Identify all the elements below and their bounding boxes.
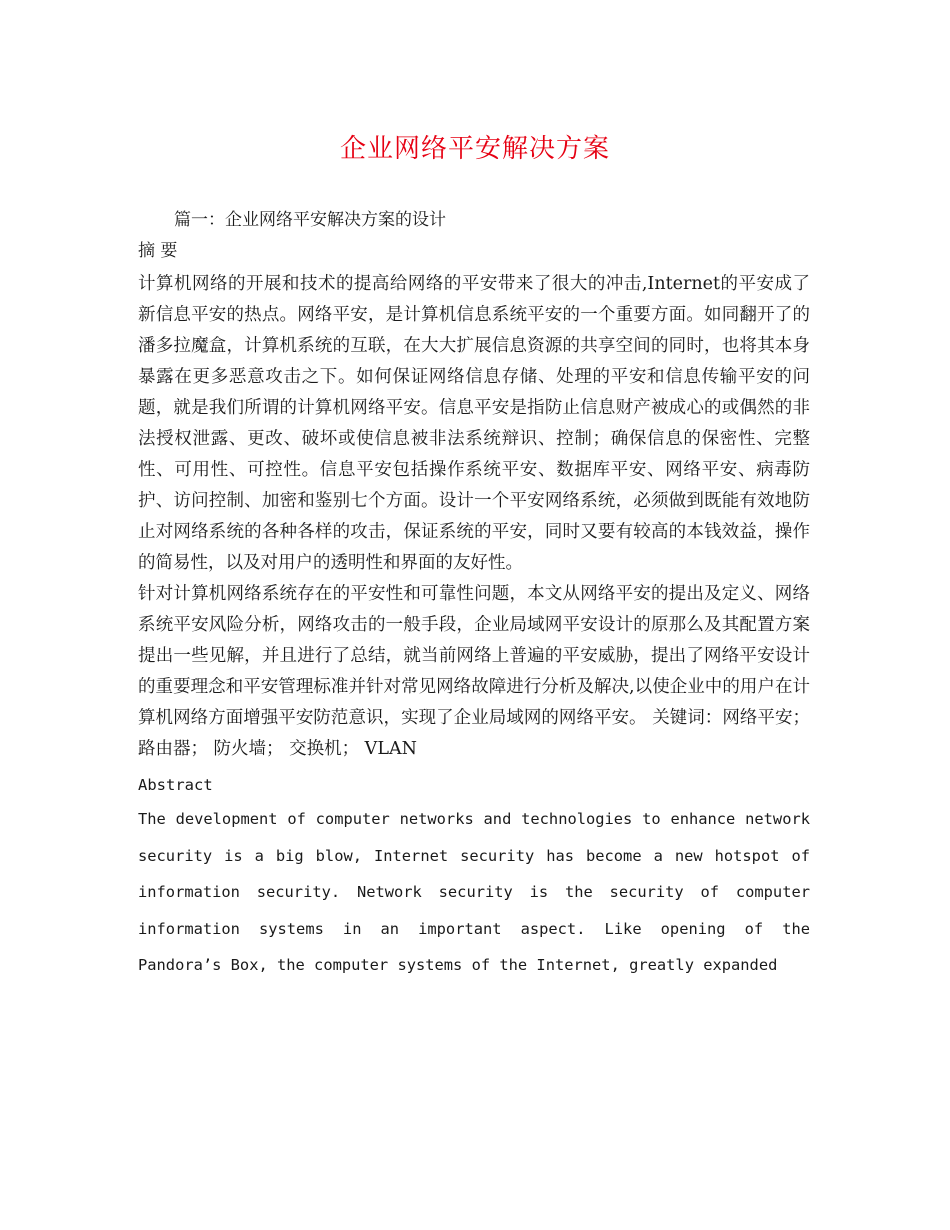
- abstract-paragraph-2: 针对计算机网络系统存在的平安性和可靠性问题，本文从网络平安的提出及定义、网络系统平安风险分析，网络攻击的一般手段，企业局域网平安设计的原那么及其配置方案提出一些见解，并且进行了总结，就当前网络上普遍的平安威胁，提出了网络平安设计的重要理念和平安管理标准并针对常见网络故障进行分析及解决,以使企业中的用户在计算机网络方面增强平安防范意识，实现了企业局域网的网络平安。 关键词：网络平安； 路由器； 防火墙； 交换机； VLAN: [138, 584, 810, 759]
- abstract-en-label: Abstract: [138, 776, 213, 794]
- abstract-label: 摘 要: [138, 241, 178, 261]
- abstract-paragraph-1: 计算机网络的开展和技术的提高给网络的平安带来了很大的冲击,Internet的平安成了新信息平安的热点。网络平安，是计算机信息系统平安的一个重要方面。如同翻开了的潘多拉魔盒，计算机系统的互联，在大大扩展信息资源的共享空间的同时，也将其本身暴露在更多恶意攻击之下。如何保证网络信息存储、处理的平安和信息传输平安的问题，就是我们所谓的计算机网络平安。信息平安是指防止信息财产被成心的或偶然的非法授权泄露、更改、破坏或使信息被非法系统辩识、控制；确保信息的保密性、完整性、可用性、可控性。信息平安包括操作系统平安、数据库平安、网络平安、病毒防护、访问控制、加密和鉴别七个方面。设计一个平安网络系统，必须做到既能有效地防止对网络系统的各种各样的攻击，保证系统的平安，同时又要有较高的本钱效益，操作的简易性，以及对用户的透明性和界面的友好性。: [138, 274, 810, 573]
- document-body: [138, 205, 810, 984]
- document-title: 企业网络平安解决方案: [339, 134, 610, 164]
- section-heading: 篇一：企业网络平安解决方案的设计: [174, 210, 446, 230]
- abstract-en-paragraph: The development of computer networks and technologies to enhance network security is a big blow, Internet security has become a new hotspot of information security. Network security is the security of computer information systems in an important aspect. Like opening of the Pandora’s Box, the computer systems of the Internet, greatly expanded: [138, 810, 810, 974]
